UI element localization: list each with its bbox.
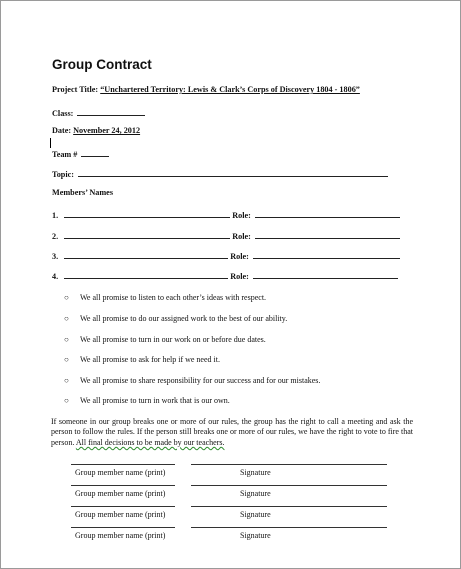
member-role-label: Role:	[232, 211, 251, 220]
signature-label: Signature	[240, 510, 271, 519]
date-row	[52, 126, 140, 135]
date-value: November 24, 2012	[73, 126, 141, 135]
name-label: Group member name (print)	[75, 531, 166, 540]
member-role-blank[interactable]	[255, 209, 400, 218]
topic-blank[interactable]	[78, 168, 388, 177]
member-name-blank[interactable]	[64, 230, 230, 239]
promise-item: We all promise to turn in work that is our own.	[80, 396, 230, 405]
member-role-label: Role:	[230, 252, 249, 261]
member-name-blank[interactable]	[64, 209, 230, 218]
promise-item: We all promise to do our assigned work to the best of our ability.	[80, 314, 288, 323]
name-line[interactable]	[71, 506, 175, 507]
name-label: Group member name (print)	[75, 489, 166, 498]
signature-line[interactable]	[191, 506, 387, 507]
rules-paragraph	[51, 417, 413, 448]
topic-row	[52, 168, 388, 179]
member-name-blank[interactable]	[64, 250, 228, 259]
project-title-label: Project Title:	[52, 85, 99, 94]
signature-label: Signature	[240, 531, 271, 540]
member-row	[52, 209, 400, 220]
member-row	[52, 270, 398, 281]
bullet-icon: ○	[64, 355, 69, 364]
member-role-label: Role:	[230, 272, 249, 281]
bullet-icon: ○	[64, 293, 69, 302]
name-line[interactable]	[71, 485, 175, 486]
rules-text: If someone in our group breaks one or more of our rules, the group has the right to call a meeting and ask the person to follow the rules. If the person still breaks one or more of our rules, we have the right to vote to fire that person.	[51, 417, 413, 447]
name-label: Group member name (print)	[75, 468, 166, 477]
project-title-value: “Unchartered Territory: Lewis & Clark’s Corps of Discovery 1804 - 1806”	[100, 85, 360, 94]
member-role-blank[interactable]	[255, 230, 400, 239]
promise-item: We all promise to turn in our work on or before due dates.	[80, 335, 266, 344]
class-row	[52, 107, 145, 118]
class-blank[interactable]	[77, 107, 145, 116]
text-cursor	[50, 138, 51, 148]
bullet-icon: ○	[64, 376, 69, 385]
class-label: Class:	[52, 109, 74, 118]
signature-line[interactable]	[191, 485, 387, 486]
members-heading: Members’ Names	[52, 188, 114, 197]
promise-item: We all promise to listen to each other’s ideas with respect.	[80, 293, 267, 302]
team-blank[interactable]	[81, 148, 109, 157]
promise-item: We all promise to share responsibility for our success and for our mistakes.	[80, 376, 321, 385]
signature-line[interactable]	[191, 464, 387, 465]
promise-item: We all promise to ask for help if we need it.	[80, 355, 220, 364]
member-name-blank[interactable]	[64, 270, 228, 279]
signature-label: Signature	[240, 468, 271, 477]
date-label: Date:	[52, 126, 72, 135]
team-label: Team #	[52, 150, 78, 159]
member-number: 1.	[52, 211, 59, 220]
member-number: 2.	[52, 232, 59, 241]
bullet-icon: ○	[64, 396, 69, 405]
member-number: 3.	[52, 252, 59, 261]
name-line[interactable]	[71, 527, 175, 528]
member-number: 4.	[52, 272, 59, 281]
rules-final-sentence: All final decisions to be made by our teachers.	[75, 437, 225, 447]
name-line[interactable]	[71, 464, 175, 465]
member-role-blank[interactable]	[253, 250, 400, 259]
bullet-icon: ○	[64, 335, 69, 344]
member-row	[52, 230, 400, 241]
topic-label: Topic:	[52, 170, 74, 179]
bullet-icon: ○	[64, 314, 69, 323]
signature-line[interactable]	[191, 527, 387, 528]
project-title-row	[52, 85, 360, 94]
member-role-label: Role:	[232, 232, 251, 241]
name-label: Group member name (print)	[75, 510, 166, 519]
member-row	[52, 250, 400, 261]
document-title: Group Contract	[52, 57, 152, 72]
team-row	[52, 148, 109, 159]
member-role-blank[interactable]	[253, 270, 398, 279]
signature-label: Signature	[240, 489, 271, 498]
